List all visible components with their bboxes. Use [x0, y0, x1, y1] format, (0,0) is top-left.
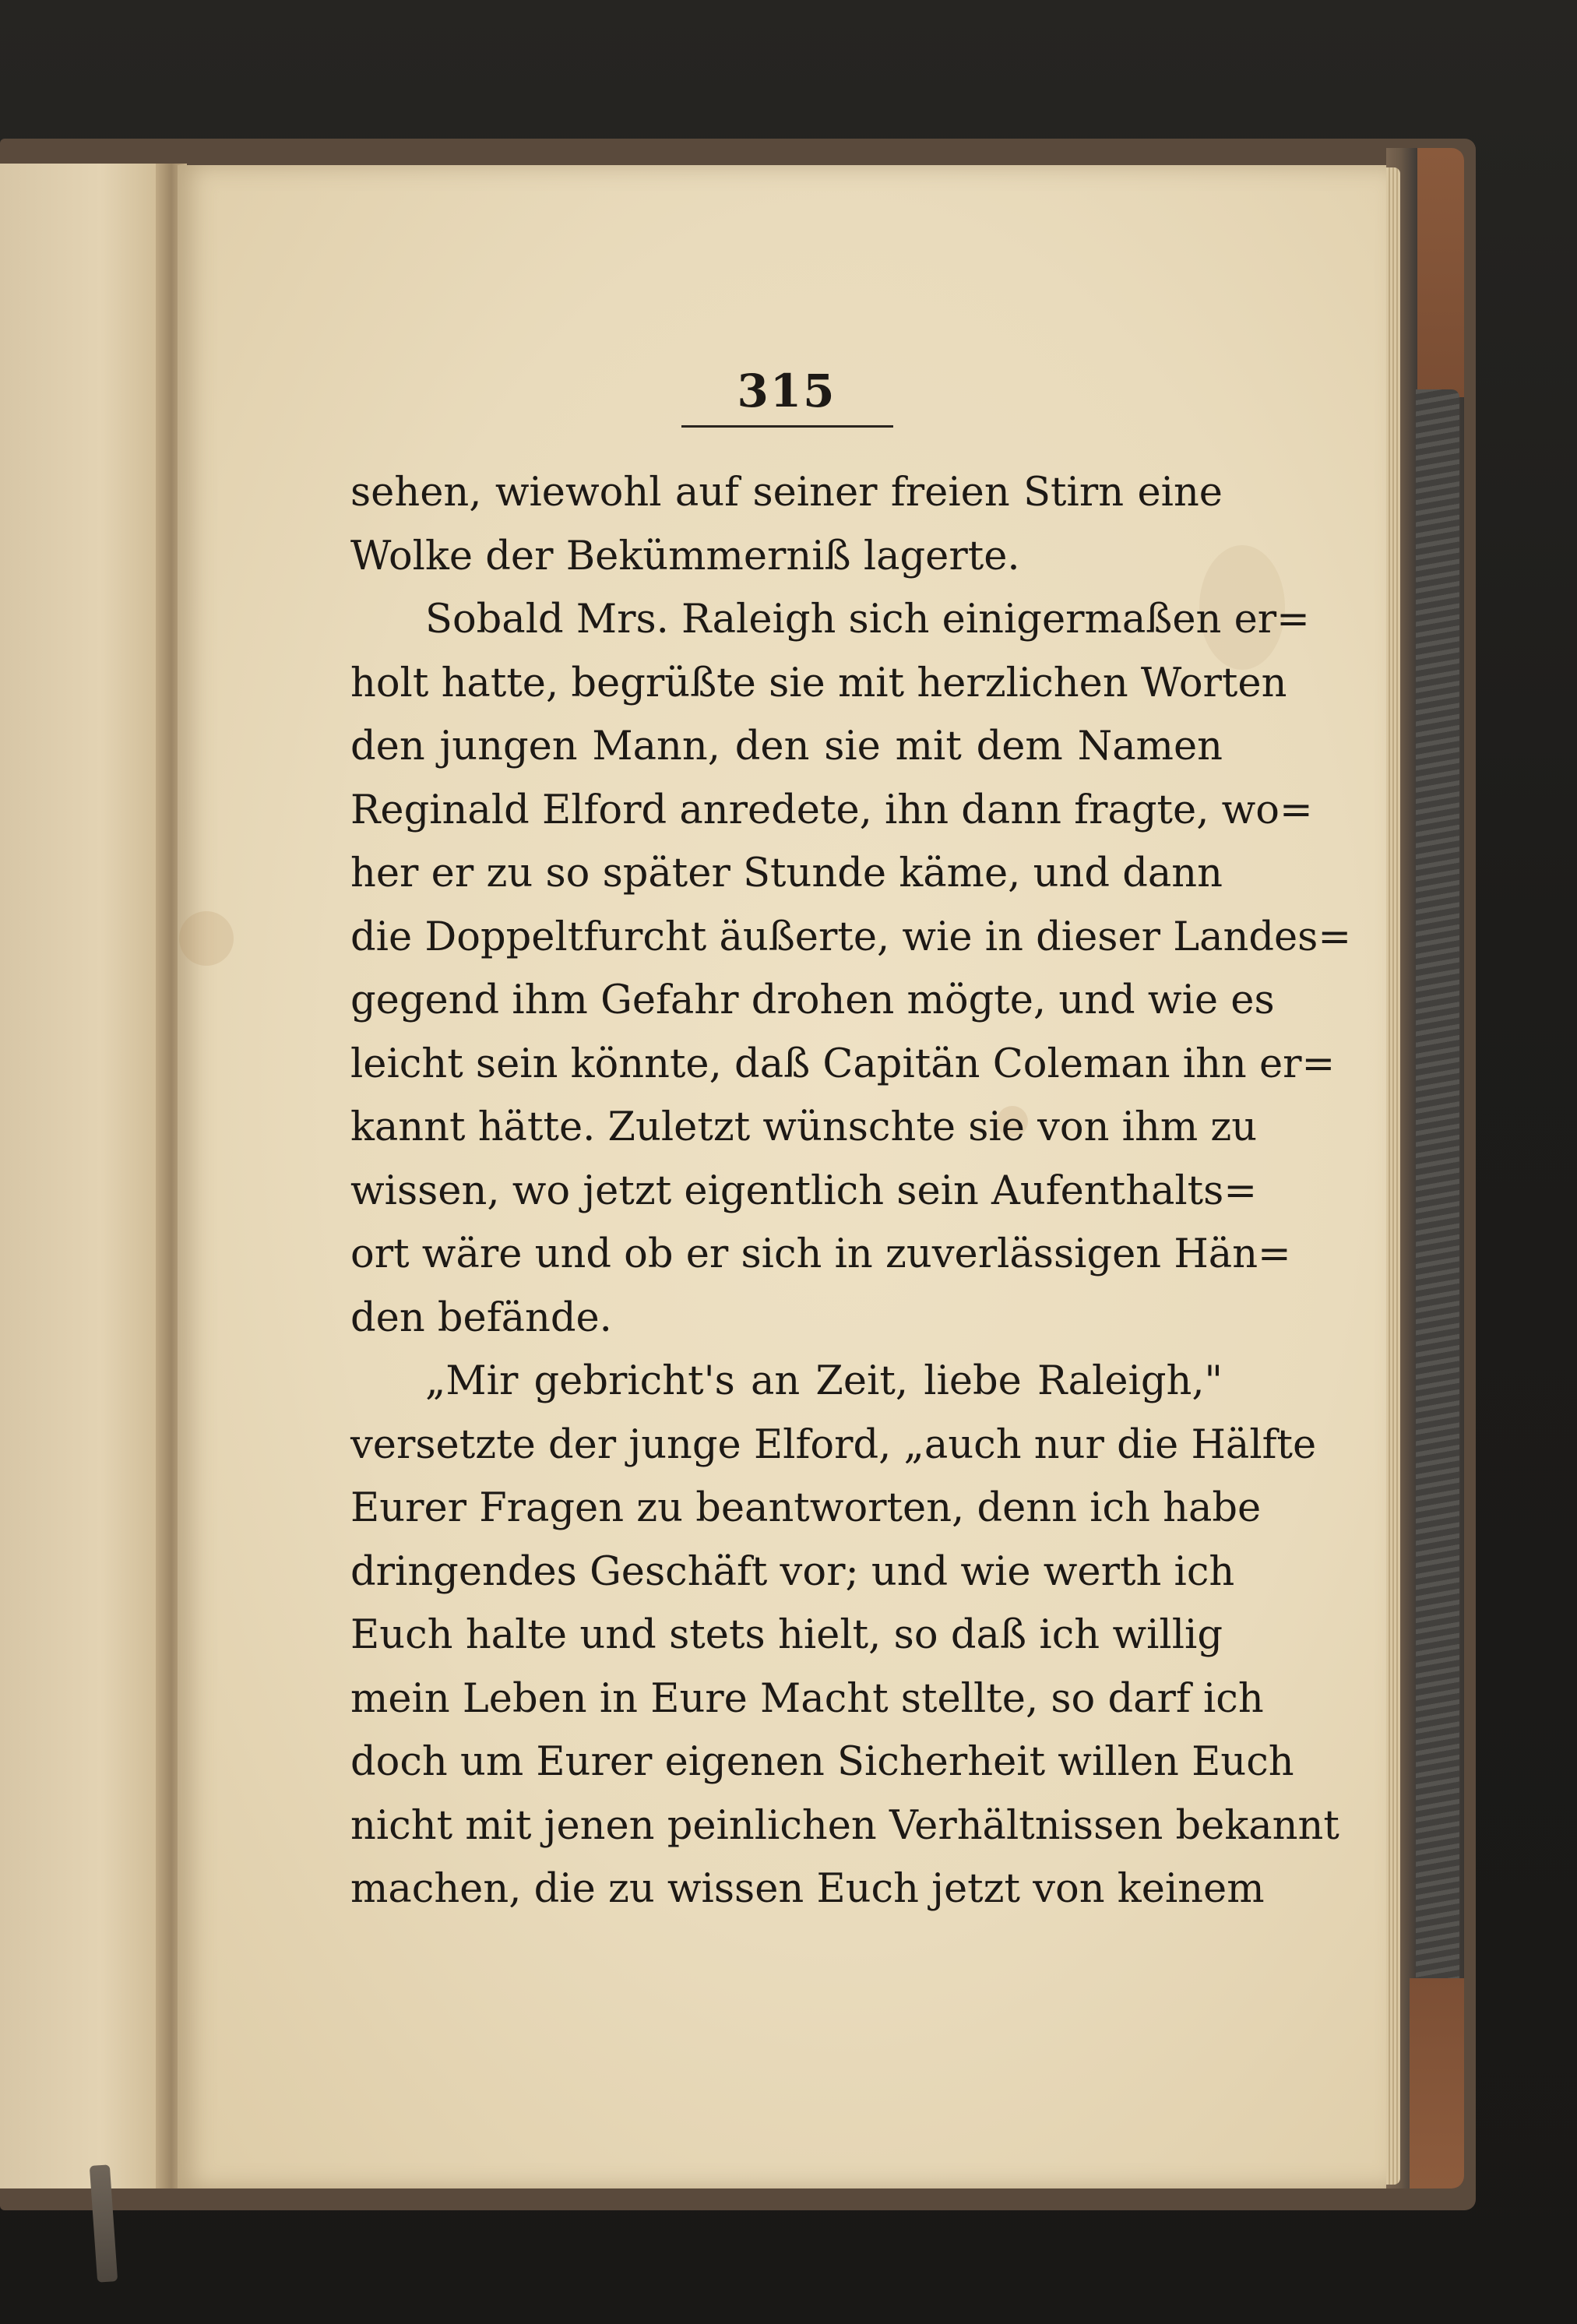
text-line: Wolke der Bekümmerniß lagerte. [350, 533, 1020, 579]
text-line: Sobald Mrs. Raleigh sich einigermaßen er= [425, 597, 1310, 643]
page-number: 315 [737, 364, 836, 417]
text-line: holt hatte, begrüßte sie mit herzlichen Worten [350, 660, 1287, 706]
leather-corner-bottom [1410, 1978, 1464, 2188]
text-line: leicht sein könnte, daß Capitän Coleman ihn er= [350, 1041, 1336, 1087]
text-line: den befände. [350, 1294, 612, 1341]
text-line: mein Leben in Eure Macht stellte, so darf ich [350, 1675, 1264, 1722]
text-line: Euch halte und stets hielt, so daß ich willig [350, 1612, 1223, 1658]
text-line: wissen, wo jetzt eigentlich sein Aufenthalts= [350, 1167, 1258, 1214]
text-line: Eurer Fragen zu beantworten, denn ich habe [350, 1485, 1262, 1531]
text-line: Reginald Elford anredete, ihn dann fragte, wo= [350, 787, 1313, 833]
header-rule [681, 425, 893, 428]
text-line: „Mir gebricht's an Zeit, liebe Raleigh," [425, 1358, 1223, 1404]
text-line: doch um Eurer eigenen Sicherheit willen Euch [350, 1739, 1294, 1785]
text-line: kannt hätte. Zuletzt wünschte sie von ihm zu [350, 1104, 1258, 1150]
text-line: versetzte der junge Elford, „auch nur die Hälfte [350, 1421, 1317, 1468]
text-line: die Doppeltfurcht äußerte, wie in dieser Landes= [350, 914, 1352, 960]
foxing-stain [179, 911, 234, 966]
text-line: machen, die zu wissen Euch jetzt von keinem [350, 1866, 1265, 1912]
text-line: den jungen Mann, den sie mit dem Namen [350, 724, 1223, 769]
text-line: dringendes Geschäft vor; und wie werth ich [350, 1548, 1235, 1595]
page-text [350, 461, 1352, 1921]
text-line: nicht mit jenen peinlichen Verhältnissen bekannt [350, 1802, 1339, 1849]
text-line: gegend ihm Gefahr drohen mögte, und wie es [350, 977, 1275, 1023]
marbled-board [1416, 389, 1459, 1994]
text-line: ort wäre und ob er sich in zuverlässigen Hän= [350, 1231, 1291, 1277]
left-page-edge [0, 164, 167, 2188]
leather-corner-top [1417, 148, 1464, 397]
text-line: her er zu so später Stunde käme, und dann [350, 850, 1223, 896]
text-line: sehen, wiewohl auf seiner freien Stirn eine [350, 470, 1223, 516]
